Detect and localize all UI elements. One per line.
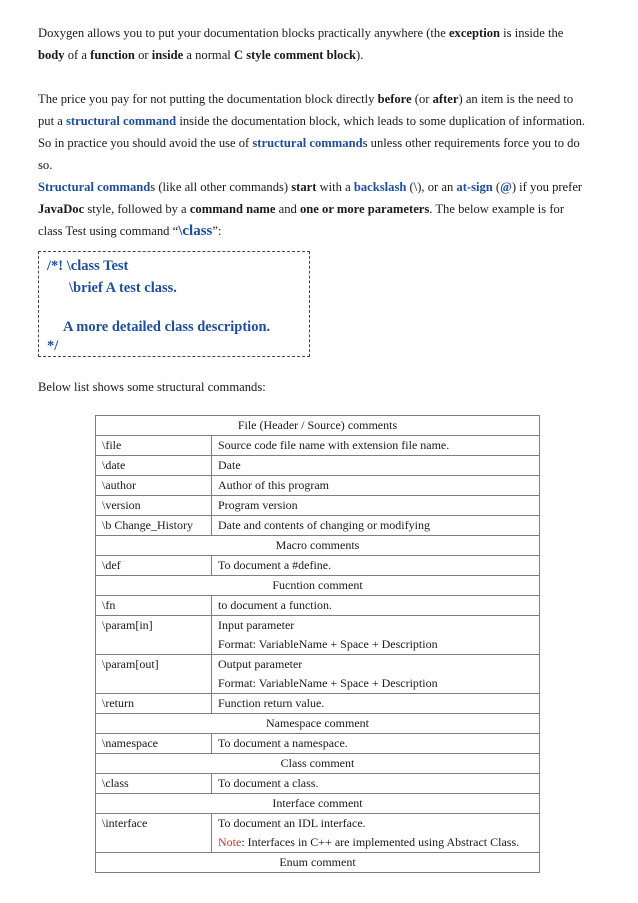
command-description — [212, 694, 540, 714]
section-header-row — [96, 853, 540, 873]
description-line: Note: Interfaces in C++ are implemented using Abstract Class. — [218, 835, 520, 849]
section-suffix: comments — [307, 538, 360, 552]
code-line: /*! \class Test — [47, 258, 129, 274]
command-name: \interface — [96, 814, 212, 853]
description-line: To document a class. — [218, 776, 319, 790]
syntax-paragraph: Structural commands (like all other commands) start with a backslash (\), or an at-sign (@) if you prefer JavaDoc style, followed by a command name and one or more parameters. The below example is for class Test using command “\class”: — [38, 180, 583, 239]
command-row — [96, 496, 540, 516]
description-line: Author of this program — [218, 478, 329, 492]
command-name: \namespace — [96, 734, 212, 754]
section-name: Enum — [279, 855, 308, 869]
command-description — [212, 556, 540, 576]
command-name: \author — [96, 476, 212, 496]
code-example-box — [38, 251, 310, 357]
description-line: Source code file name with extension file name. — [218, 438, 450, 452]
command-description — [212, 814, 540, 853]
command-name: \file — [96, 436, 212, 456]
section-header — [96, 416, 540, 436]
command-description — [212, 596, 540, 616]
command-row — [96, 596, 540, 616]
description-line: Program version — [218, 498, 298, 512]
command-row — [96, 516, 540, 536]
section-header — [96, 754, 540, 774]
command-name: \fn — [96, 596, 212, 616]
command-name: \return — [96, 694, 212, 714]
section-name: Class — [280, 756, 307, 770]
section-header — [96, 714, 540, 734]
section-header — [96, 853, 540, 873]
description-line: Format: VariableName + Space + Description — [218, 637, 438, 651]
command-row — [96, 655, 540, 694]
command-name: \b Change_History — [96, 516, 212, 536]
section-name: Interface — [272, 796, 315, 810]
section-header — [96, 536, 540, 556]
command-description — [212, 436, 540, 456]
command-name: \def — [96, 556, 212, 576]
section-header — [96, 794, 540, 814]
section-suffix: comment — [321, 716, 369, 730]
section-header-row — [96, 416, 540, 436]
command-name: \date — [96, 456, 212, 476]
intro-paragraph: Doxygen allows you to put your documentation blocks practically anywhere (the exception is inside the body of a function or inside a normal C style comment block). — [38, 26, 564, 62]
section-header — [96, 576, 540, 596]
structural-commands-table — [95, 415, 540, 873]
section-suffix: comment — [315, 578, 363, 592]
command-row — [96, 734, 540, 754]
description-line: Function return value. — [218, 696, 325, 710]
command-row — [96, 616, 540, 655]
section-suffix: comment — [306, 756, 355, 770]
command-description — [212, 476, 540, 496]
description-line: Output parameter — [218, 657, 303, 671]
section-header-row — [96, 794, 540, 814]
section-suffix: comment — [314, 796, 363, 810]
description-line: To document a #define. — [218, 558, 332, 572]
section-name: Fucntion — [272, 578, 315, 592]
command-row — [96, 476, 540, 496]
code-line: A more detailed class description. — [63, 319, 271, 335]
description-line: Format: VariableName + Space + Description — [218, 676, 438, 690]
list-intro: Below list shows some structural commands: — [38, 380, 266, 394]
section-name: File (Header / Source) — [237, 418, 345, 432]
command-description — [212, 516, 540, 536]
command-name: \param[out] — [96, 655, 212, 694]
code-line: */ — [47, 338, 59, 354]
section-header-row — [96, 576, 540, 596]
command-row — [96, 436, 540, 456]
command-row — [96, 774, 540, 794]
section-suffix: comments — [344, 418, 398, 432]
description-line: Date — [218, 458, 241, 472]
command-description — [212, 774, 540, 794]
description-line: Date and contents of changing or modifying — [218, 518, 430, 532]
section-header-row — [96, 536, 540, 556]
command-description — [212, 655, 540, 694]
description-line: Input parameter — [218, 618, 295, 632]
command-row — [96, 694, 540, 714]
command-description — [212, 734, 540, 754]
section-header-row — [96, 714, 540, 734]
command-name: \class — [96, 774, 212, 794]
command-description — [212, 456, 540, 476]
command-description — [212, 616, 540, 655]
section-suffix: comment — [308, 855, 356, 869]
price-paragraph: The price you pay for not putting the documentation block directly before (or after) an item is the need to put a structural command inside the documentation block, which leads to some duplication of information. So in practice you should avoid the use of structural commands unless other requirements force you to do so. — [38, 92, 586, 172]
section-name: Macro — [275, 538, 307, 552]
description-line: To document a namespace. — [218, 736, 348, 750]
command-description — [212, 496, 540, 516]
section-name: Namespace — [266, 716, 322, 730]
command-name: \param[in] — [96, 616, 212, 655]
description-line: To document an IDL interface. — [218, 816, 366, 830]
command-row — [96, 556, 540, 576]
command-name: \version — [96, 496, 212, 516]
section-header-row — [96, 754, 540, 774]
command-row — [96, 456, 540, 476]
command-row — [96, 814, 540, 853]
code-line: \brief A test class. — [69, 280, 177, 296]
description-line: to document a function. — [218, 598, 332, 612]
